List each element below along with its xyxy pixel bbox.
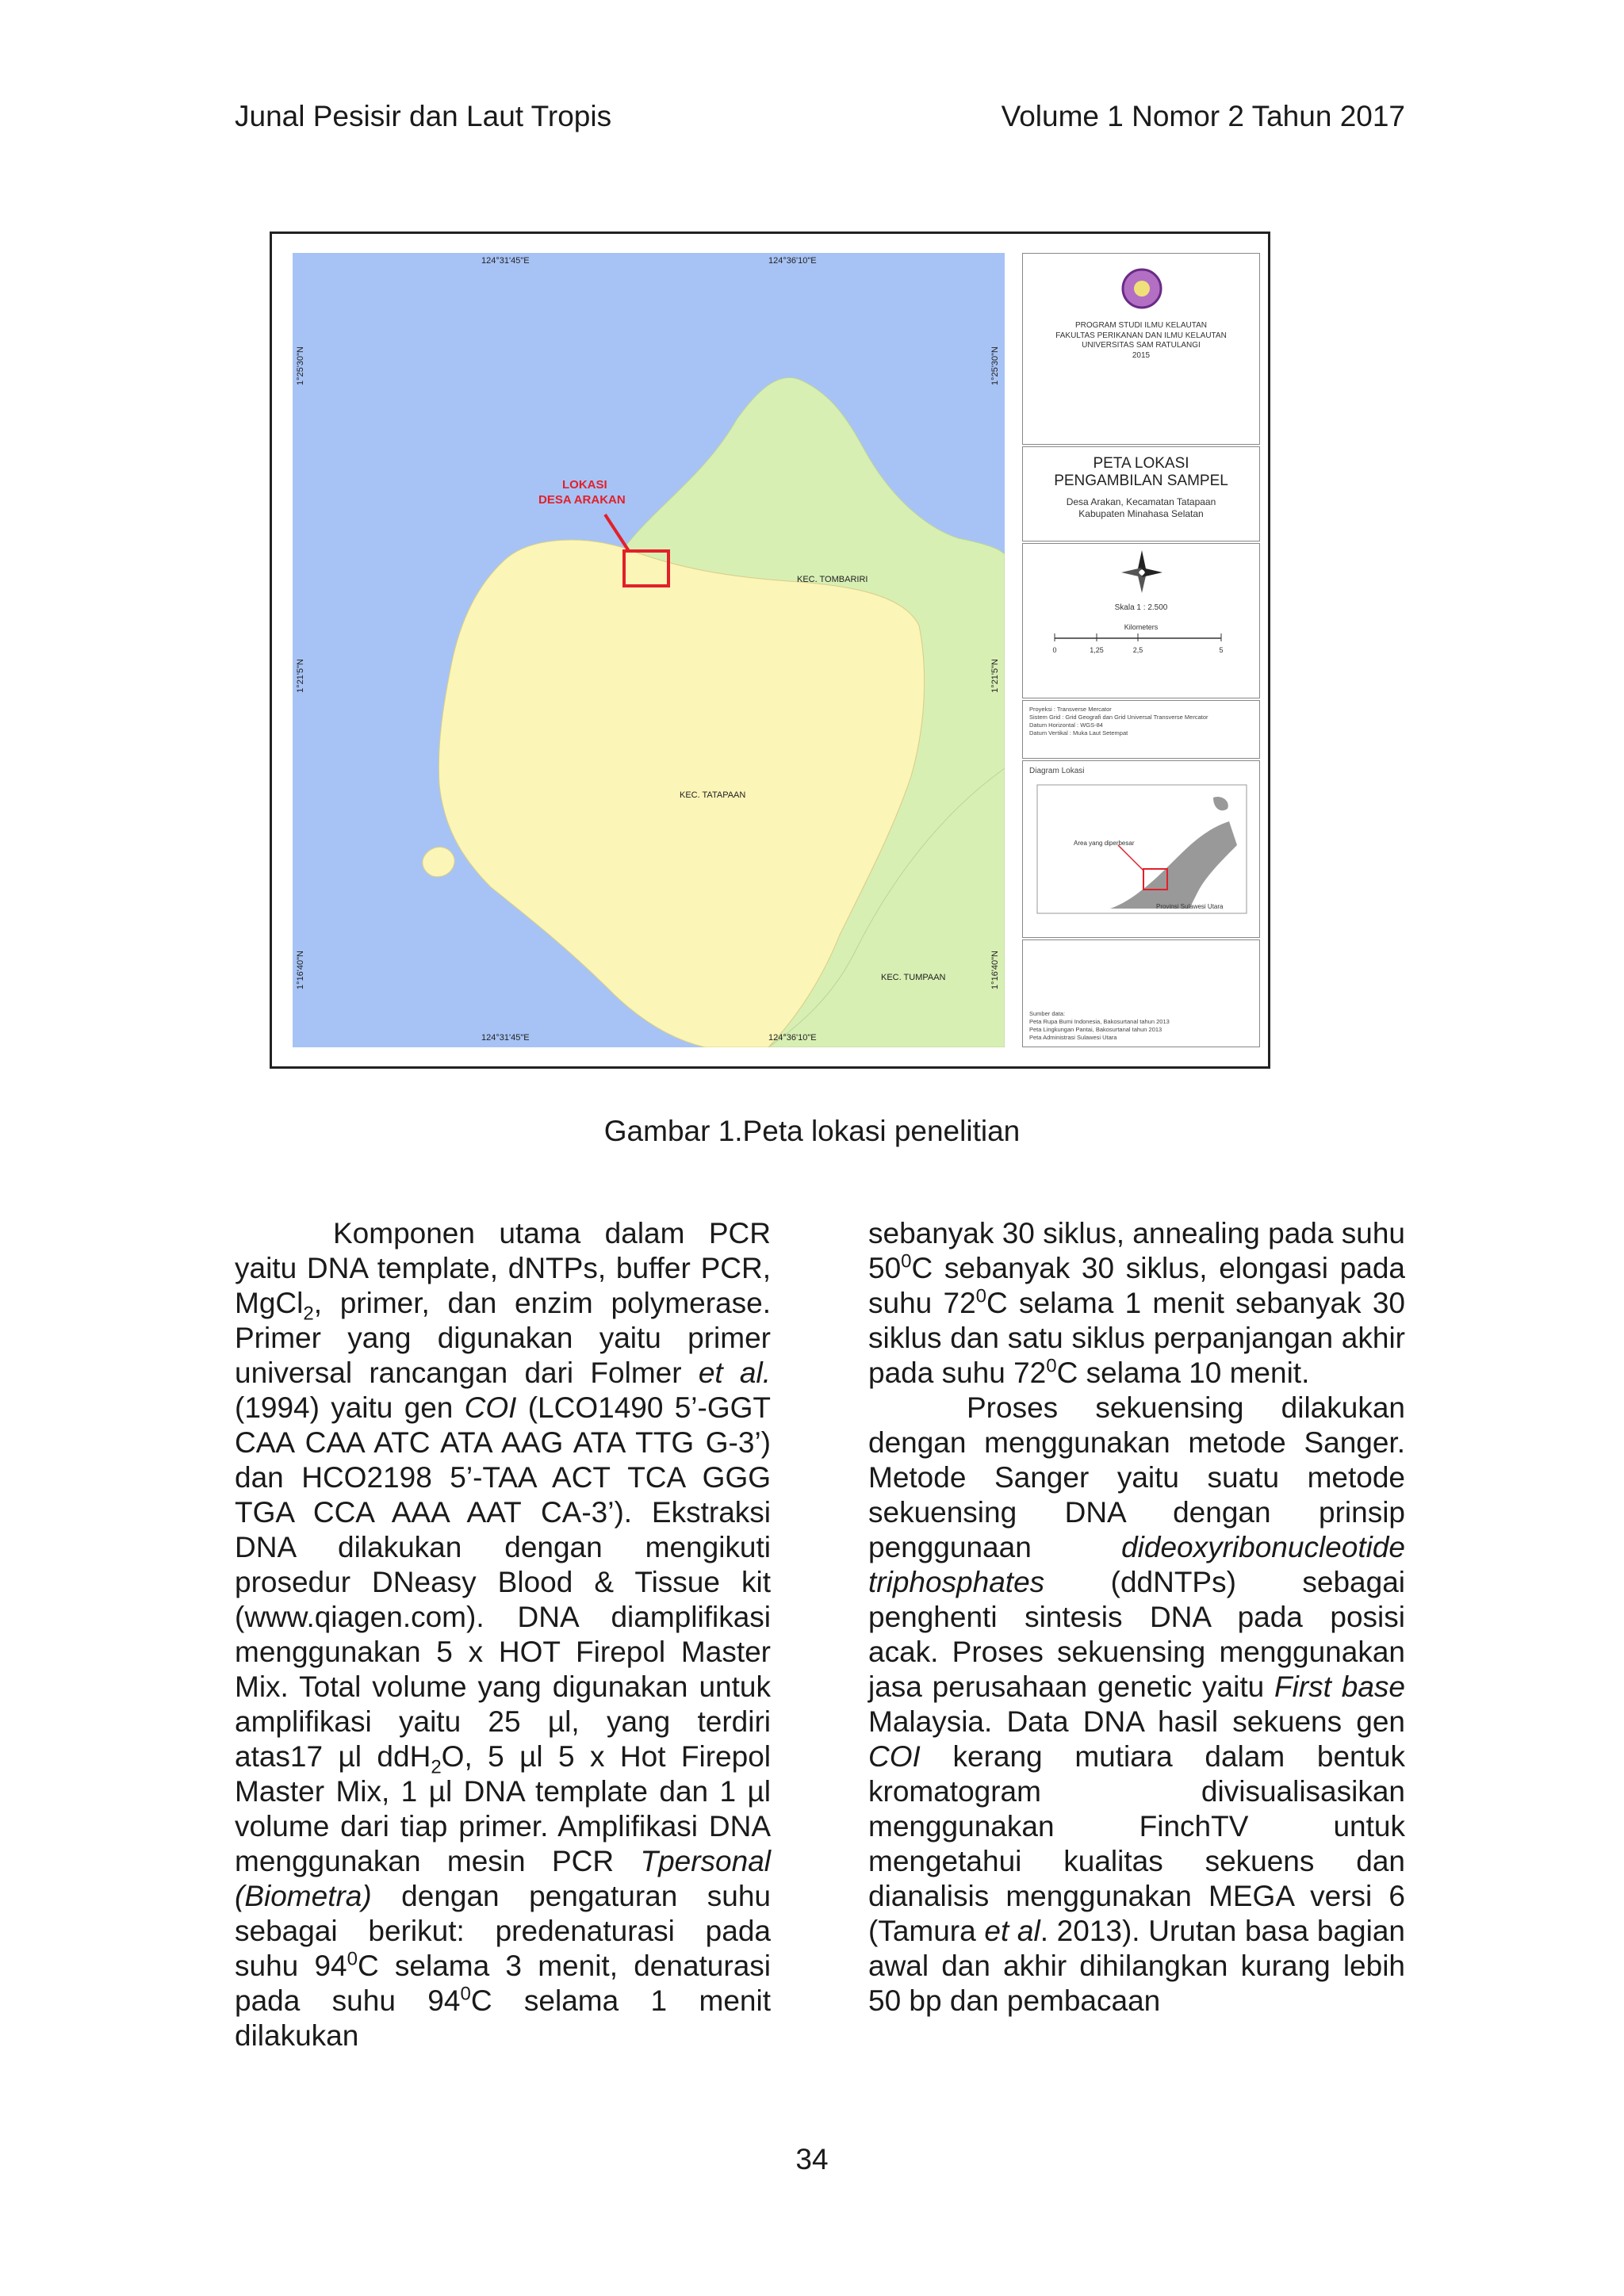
source-line-4: Peta Administrasi Sulawesi Utara bbox=[1029, 1033, 1117, 1041]
map-title-1: PETA LOKASI bbox=[1093, 455, 1189, 472]
map-canvas bbox=[293, 253, 1005, 1047]
legend-diagram-box bbox=[1022, 760, 1260, 938]
coord-bottom-left: 124°31'45"E bbox=[481, 1033, 530, 1043]
scale-tick-3: 5 bbox=[1219, 645, 1224, 654]
scale-tick-1: 1,25 bbox=[1090, 645, 1104, 654]
label-kec-tatapaan: KEC. TATAPAAN bbox=[680, 790, 746, 800]
location-map bbox=[293, 253, 1005, 1047]
coord-lat-top-right: 1°25'30"N bbox=[990, 346, 1000, 385]
projection-line-2: Sistem Grid : Grid Geografi dan Grid Universal Transverse Mercator bbox=[1029, 714, 1208, 721]
institution-line-4: 2015 bbox=[1132, 350, 1151, 360]
scale-bar bbox=[1023, 632, 1261, 659]
source-line-3: Peta Lingkungan Pantai, Bakosurtanal tahun 2013 bbox=[1029, 1025, 1162, 1033]
source-line-1: Sumber data: bbox=[1029, 1009, 1066, 1017]
page-number: 34 bbox=[795, 2143, 829, 2175]
coord-lat-top: 1°25'30"N bbox=[296, 346, 305, 385]
map-legend bbox=[1022, 253, 1260, 1047]
projection-line-4: Datum Vertikal : Muka Laut Setempat bbox=[1029, 729, 1128, 737]
legend-title-box bbox=[1022, 446, 1260, 541]
coord-bottom-right: 124°36'10"E bbox=[768, 1033, 817, 1043]
label-kec-tumpaan: KEC. TUMPAAN bbox=[881, 973, 946, 982]
volume-info: Volume 1 Nomor 2 Tahun 2017 bbox=[1001, 100, 1405, 132]
north-arrow-icon bbox=[1023, 544, 1261, 599]
figure-caption: Gambar 1.Peta lokasi penelitian bbox=[603, 1115, 1021, 1147]
label-kec-tombariri: KEC. TOMBARIRI bbox=[797, 575, 868, 584]
source-line-2: Peta Rupa Bumi Indonesia, Bakosurtanal tahun 2013 bbox=[1029, 1017, 1170, 1025]
university-logo-icon bbox=[1023, 254, 1261, 317]
institution-line-2: FAKULTAS PERIKANAN DAN ILMU KELAUTAN bbox=[1055, 331, 1227, 340]
map-subtitle-1: Desa Arakan, Kecamatan Tatapaan bbox=[1066, 496, 1216, 507]
running-head bbox=[235, 100, 1405, 135]
institution-line-1: PROGRAM STUDI ILMU KELAUTAN bbox=[1075, 321, 1207, 330]
coord-lat-mid: 1°21'5"N bbox=[296, 659, 305, 693]
diagram-province-label: Provinsi Sulawesi Utara bbox=[1156, 902, 1224, 910]
legend-sources bbox=[1023, 1005, 1176, 1047]
coord-lat-bottom: 1°16'40"N bbox=[296, 951, 305, 989]
paragraph-sequencing: Proses sekuensing dilakukan dengan menggunakan metode Sanger. Metode Sanger yaitu suatu metode sekuensing DNA dengan prinsip penggunaan dideoxyribonucleotide triphosphates (ddNTPs) sebagai penghenti sintesis DNA pada posisi acak. Proses sekuensing menggunakan jasa perusahaan genetic yaitu First base Malaysia. Data DNA hasil sekuens gen COI kerang mutiara dalam bentuk kromatogram divisualisasikan menggunakan FinchTV untuk mengetahui kualitas sekuens dan dianalisis menggunakan MEGA versi 6 (Tamura et al. 2013). Urutan basa bagian awal dan akhir dihilangkan kurang lebih 50 bp dan pembacaan bbox=[868, 1391, 1405, 2017]
scale-unit: Kilometers bbox=[1124, 622, 1159, 631]
coord-lat-bottom-right: 1°16'40"N bbox=[990, 951, 1000, 989]
diagram-area-label: Area yang diperbesar bbox=[1074, 839, 1135, 847]
coord-top-right: 124°36'10"E bbox=[768, 256, 817, 266]
diagram-title: Diagram Lokasi bbox=[1029, 767, 1085, 775]
projection-line-3: Datum Horizontal : WGS-84 bbox=[1029, 721, 1103, 729]
projection-line-1: Proyeksi : Transverse Mercator bbox=[1029, 706, 1112, 713]
legend-blank-box bbox=[1022, 939, 1260, 1047]
right-column bbox=[868, 1216, 1405, 2019]
scale-tick-2: 2,5 bbox=[1132, 645, 1143, 654]
map-figure bbox=[270, 232, 1270, 1069]
paragraph-pcr-components: Komponen utama dalam PCR yaitu DNA template, dNTPs, buffer PCR, MgCl$_2$, primer, dan enzim polymerase. Primer yang digunakan yaitu primer universal rancangan dari Folmer et al. (1994) yaitu gen COI (LCO1490 5’-GGT CAA CAA ATC ATA AAG ATA TTG G-3’) dan HCO2198 5’-TAA ACT TCA GGG TGA CCA AAA AAT CA-3’). Ekstraksi DNA dilakukan dengan mengikuti prosedur DNeasy Blood & Tissue kit (www.qiagen.com). DNA diamplifikasi menggunakan 5 x HOT Firepol Master Mix. Total volume yang digunakan untuk amplifikasi yaitu 25 µl, yang terdiri atas17 µl ddH$_2$O, 5 µl 5 x Hot Firepol Master Mix, 1 µl DNA template dan 1 µl volume dari tiap primer. Amplifikasi DNA menggunakan mesin PCR Tpersonal (Biometra) dengan pengaturan suhu sebagai berikut: predenaturasi pada suhu $94^0C$ selama 3 menit, denaturasi pada suhu $94^0C$ selama 1 menit dilakukan bbox=[235, 1217, 772, 2052]
institution-line-3: UNIVERSITAS SAM RATULANGI bbox=[1082, 341, 1201, 350]
scale-text: Skala 1 : 2.500 bbox=[1114, 603, 1168, 612]
coord-lat-mid-right: 1°21'5"N bbox=[990, 659, 1000, 693]
legend-institution-box bbox=[1022, 253, 1260, 445]
coord-top-left: 124°31'45"E bbox=[481, 256, 530, 266]
inset-map bbox=[1023, 782, 1259, 916]
map-title-2: PENGAMBILAN SAMPEL bbox=[1054, 473, 1228, 489]
map-subtitle-2: Kabupaten Minahasa Selatan bbox=[1078, 508, 1204, 519]
left-column bbox=[235, 1216, 771, 2053]
journal-name: Junal Pesisir dan Laut Tropis bbox=[235, 100, 612, 132]
location-label-1: LOKASI bbox=[562, 478, 607, 492]
legend-projection-box bbox=[1022, 700, 1260, 759]
paragraph-pcr-cycles: sebanyak 30 siklus, annealing pada suhu $50^0C$ sebanyak 30 siklus, elongasi pada suhu $72^0C$ selama 1 menit sebanyak 30 siklus dan satu siklus perpanjangan akhir pada suhu $72^0C$ selama 10 menit. bbox=[868, 1217, 1405, 1389]
location-label-2: DESA ARAKAN bbox=[538, 493, 626, 507]
scale-tick-0: 0 bbox=[1052, 645, 1057, 654]
legend-scale-box bbox=[1022, 543, 1260, 698]
